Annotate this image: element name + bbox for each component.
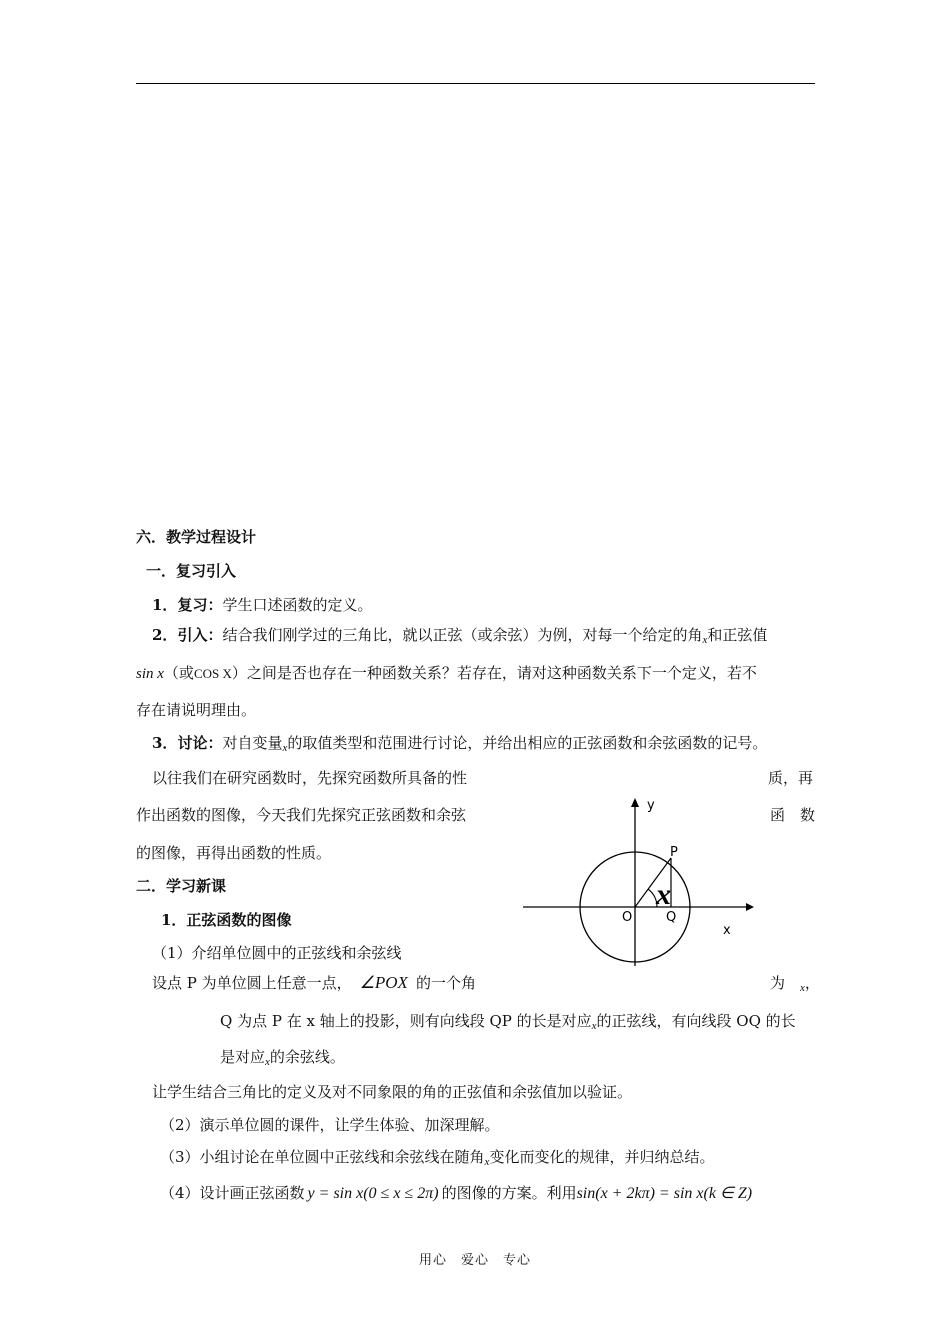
p8-text-b: 的图像的方案。利用 xyxy=(441,1184,577,1202)
p2-end xyxy=(800,973,820,995)
label-angle-x: x xyxy=(656,878,671,911)
p7-text-b: 变化而变化的规律，并归纳总结。 xyxy=(489,1148,715,1166)
item3-label: 讨论： xyxy=(177,734,223,752)
item2-text-d: ）之间是否也存在一种函数关系？若存在，请对这种函数关系下一个定义，若不 xyxy=(231,664,757,682)
p1: （1）介绍单位圆中的正弦线和余弦线 xyxy=(152,944,402,962)
formula-sin-def: y = sin x(0 ≤ x ≤ 2π) xyxy=(307,1185,439,1202)
para-line1-right: 质，再 xyxy=(768,769,814,787)
label-p: P xyxy=(670,845,678,860)
section-title: 六．教学过程设计 xyxy=(136,528,257,546)
item2-text-b: 和正弦值 xyxy=(707,626,768,644)
p2-text-a: 设点 P 为单位圆上任意一点， xyxy=(152,974,352,992)
p4 xyxy=(220,1047,345,1069)
unit-circle-figure xyxy=(518,788,768,970)
p7 xyxy=(160,1147,714,1169)
p7-var-x: x xyxy=(484,1156,490,1168)
p3-text-b: 的正弦线，有向线段 OQ 的长 xyxy=(596,1012,796,1030)
item2-line3: 存在请说明理由。 xyxy=(136,701,257,719)
p6: （2）演示单位圆的课件，让学生体验、加深理解。 xyxy=(160,1116,500,1134)
para-line2-r2: 数 xyxy=(800,806,816,824)
label-x: x xyxy=(723,923,731,938)
p8-text-a: （4）设计画正弦函数 xyxy=(160,1184,305,1202)
item3-text-a: 对自变量 xyxy=(222,734,283,752)
item1-label: 复习： xyxy=(177,596,223,614)
p2-comma: ， xyxy=(804,974,820,992)
formula-periodicity: sin(x + 2kπ) = sin x(k ∈ Z) xyxy=(576,1185,753,1202)
p2-left xyxy=(152,973,476,993)
p3-var-x: x xyxy=(591,1020,597,1032)
label-q: Q xyxy=(666,910,677,925)
item2-text-c: （或 xyxy=(163,664,194,682)
header-rule xyxy=(136,83,815,84)
item3-var-x: x xyxy=(282,742,288,754)
p5: 让学生结合三角比的定义及对不同象限的角的正弦值和余弦值加以验证。 xyxy=(152,1083,633,1101)
item2-line2 xyxy=(136,663,757,684)
x-axis-arrow-icon xyxy=(746,903,754,911)
part1-title: 一．复习引入 xyxy=(146,562,237,580)
p3 xyxy=(220,1011,796,1033)
label-o: O xyxy=(622,910,633,925)
item1 xyxy=(152,595,372,615)
p2-text-b: 的一个角 xyxy=(415,974,476,992)
para-line1-left: 以往我们在研究函数时，先探究函数所具备的性 xyxy=(152,769,468,787)
para-line2-left: 作出函数的图像，今天我们先探究正弦函数和余弦 xyxy=(136,806,467,824)
item2-var-x: x xyxy=(702,634,708,646)
item2-sin-x: sin x xyxy=(136,666,164,682)
para-line2-r1: 函 xyxy=(770,806,786,824)
item3-text-b: 的取值类型和范围进行讨论，并给出相应的正弦函数和余弦函数的记号。 xyxy=(287,734,768,752)
p7-text-a: （3）小组讨论在单位圆中正弦线和余弦线在随角 xyxy=(160,1148,485,1166)
p2-wei: 为 xyxy=(770,974,786,992)
p3-text-a: Q 为点 P 在 x 轴上的投影，则有向线段 QP 的长是对应 xyxy=(220,1012,592,1030)
item3 xyxy=(152,733,767,755)
item1-text: 学生口述函数的定义。 xyxy=(222,596,373,614)
y-axis-arrow-icon xyxy=(631,798,639,807)
item2-num: 2． xyxy=(152,626,178,644)
angle-pox: ∠POX xyxy=(359,973,408,992)
p8 xyxy=(160,1183,752,1204)
label-y: y xyxy=(647,798,655,813)
item2-text-a: 结合我们刚学过的三角比，就以正弦（或余弦）为例，对每一个给定的角 xyxy=(222,626,703,644)
p4-text-a: 是对应 xyxy=(220,1048,266,1066)
part2-title: 二．学习新课 xyxy=(136,877,227,895)
sub1-title: 1．正弦函数的图像 xyxy=(161,911,292,929)
item2-cos-x: COS X xyxy=(193,666,232,681)
item3-num: 3． xyxy=(152,734,178,752)
item1-num: 1． xyxy=(152,596,178,614)
p4-text-b: 的余弦线。 xyxy=(269,1048,345,1066)
p2-var-x: x xyxy=(800,982,805,994)
p4-var-x: x xyxy=(265,1056,270,1068)
para-line3: 的图像，再得出函数的性质。 xyxy=(136,844,332,862)
item2-label: 引入： xyxy=(177,626,223,644)
page-footer: 用心 爱心 专心 xyxy=(418,1253,531,1268)
item2-line1 xyxy=(152,625,767,647)
